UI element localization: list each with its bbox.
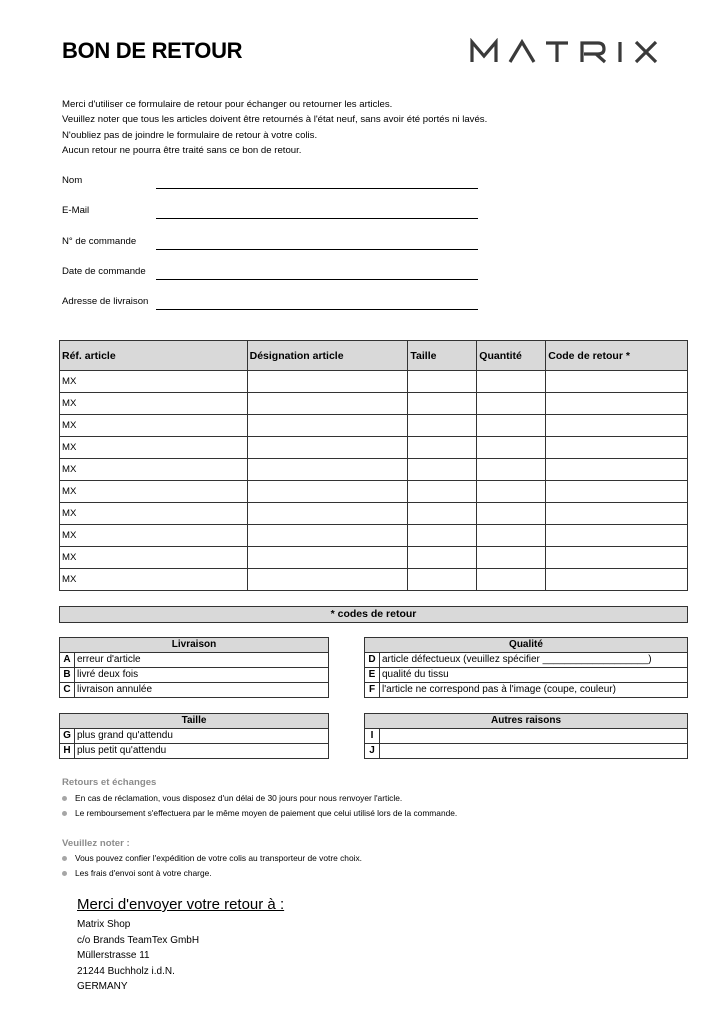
email-input-line[interactable]	[156, 218, 478, 219]
intro-line: N'oubliez pas de joindre le formulaire de retour à votre colis.	[62, 129, 318, 141]
ref-cell[interactable]: MX	[60, 525, 248, 547]
code-text[interactable]	[380, 729, 688, 744]
designation-cell[interactable]	[247, 569, 408, 591]
code-row	[365, 683, 688, 698]
code-cell[interactable]	[546, 525, 688, 547]
quantite-cell[interactable]	[477, 371, 546, 393]
send-title: Merci d'envoyer votre retour à :	[77, 896, 285, 913]
intro-line: Aucun retour ne pourra être traité sans ce bon de retour.	[62, 145, 302, 157]
field-label-adresse: Adresse de livraison	[62, 296, 149, 307]
code-cell[interactable]	[546, 371, 688, 393]
table-row	[60, 547, 688, 569]
quantite-cell[interactable]	[477, 437, 546, 459]
table-row	[60, 415, 688, 437]
bullet-icon	[62, 871, 67, 876]
code-letter: J	[365, 744, 380, 759]
autres-title: Autres raisons	[365, 714, 688, 729]
ref-cell[interactable]: MX	[60, 437, 248, 459]
order-number-input-line[interactable]	[156, 249, 478, 250]
taille-cell[interactable]	[408, 569, 477, 591]
code-letter: B	[60, 668, 75, 683]
address-line: Matrix Shop	[77, 919, 131, 930]
retours-title: Retours et échanges	[62, 777, 157, 788]
designation-cell[interactable]	[247, 481, 408, 503]
return-address	[77, 917, 199, 995]
ref-cell[interactable]: MX	[60, 371, 248, 393]
code-row	[365, 744, 688, 759]
table-row	[60, 437, 688, 459]
address-line: GERMANY	[77, 981, 128, 992]
table-row	[60, 503, 688, 525]
code-letter: I	[365, 729, 380, 744]
taille-cell[interactable]	[408, 437, 477, 459]
code-letter: A	[60, 653, 75, 668]
code-text: plus grand qu'attendu	[75, 729, 329, 744]
code-letter: C	[60, 683, 75, 698]
code-row	[365, 668, 688, 683]
code-cell[interactable]	[546, 437, 688, 459]
retours-bullet	[62, 793, 402, 803]
table-row	[60, 481, 688, 503]
ref-cell[interactable]: MX	[60, 503, 248, 525]
code-text[interactable]	[380, 744, 688, 759]
table-row	[60, 459, 688, 481]
header-designation: Désignation article	[247, 341, 408, 371]
table-row	[60, 393, 688, 415]
taille-cell[interactable]	[408, 525, 477, 547]
address-input-line[interactable]	[156, 309, 478, 310]
designation-cell[interactable]	[247, 415, 408, 437]
quantite-cell[interactable]	[477, 569, 546, 591]
livraison-codes-table	[59, 637, 329, 698]
designation-cell[interactable]	[247, 547, 408, 569]
retours-bullet	[62, 808, 457, 818]
taille-cell[interactable]	[408, 481, 477, 503]
items-table	[59, 340, 688, 591]
codes-title-bar: * codes de retour	[59, 606, 688, 623]
quantite-cell[interactable]	[477, 481, 546, 503]
designation-cell[interactable]	[247, 437, 408, 459]
taille-cell[interactable]	[408, 459, 477, 481]
bullet-text: Le remboursement s'effectuera par le même moyen de paiement que celui utilisé lors de la commande.	[75, 808, 458, 818]
header-taille: Taille	[408, 341, 477, 371]
quantite-cell[interactable]	[477, 393, 546, 415]
code-text: plus petit qu'attendu	[75, 744, 329, 759]
code-cell[interactable]	[546, 503, 688, 525]
qualite-codes-table	[364, 637, 688, 698]
code-row	[60, 729, 329, 744]
code-row	[60, 668, 329, 683]
autres-codes-table	[364, 713, 688, 759]
bullet-icon	[62, 796, 67, 801]
taille-codes-table	[59, 713, 329, 759]
code-cell[interactable]	[546, 547, 688, 569]
code-cell[interactable]	[546, 459, 688, 481]
table-row	[60, 525, 688, 547]
address-line: Müllerstrasse 11	[77, 950, 150, 961]
taille-cell[interactable]	[408, 547, 477, 569]
qualite-title: Qualité	[365, 638, 688, 653]
table-row	[60, 569, 688, 591]
noter-bullet	[62, 853, 362, 863]
header-quantite: Quantité	[477, 341, 546, 371]
taille-cell[interactable]	[408, 415, 477, 437]
code-row	[365, 729, 688, 744]
code-text: livraison annulée	[75, 683, 329, 698]
code-row	[60, 744, 329, 759]
designation-cell[interactable]	[247, 503, 408, 525]
noter-title: Veuillez noter :	[62, 838, 130, 849]
bullet-text: Vous pouvez confier l'expédition de votre colis au transporteur de votre choix.	[75, 853, 362, 863]
intro-line: Veuillez noter que tous les articles doivent être retournés à l'état neuf, sans avoir été portés ni lavés.	[62, 114, 488, 126]
code-letter: E	[365, 668, 380, 683]
code-row	[60, 653, 329, 668]
quantite-cell[interactable]	[477, 547, 546, 569]
designation-cell[interactable]	[247, 393, 408, 415]
nom-input-line[interactable]	[156, 188, 478, 189]
designation-cell[interactable]	[247, 371, 408, 393]
field-label-nom: Nom	[62, 175, 83, 186]
code-cell[interactable]	[546, 481, 688, 503]
code-row	[60, 683, 329, 698]
taille-cell[interactable]	[408, 503, 477, 525]
livraison-title: Livraison	[60, 638, 329, 653]
code-text: livré deux fois	[75, 668, 329, 683]
code-text: qualité du tissu	[380, 668, 688, 683]
code-text: article défectueux (veuillez spécifier ___________________)	[380, 653, 688, 668]
taille-cell[interactable]	[408, 393, 477, 415]
address-line: 21244 Buchholz i.d.N.	[77, 965, 175, 977]
code-letter: G	[60, 729, 75, 744]
code-letter: H	[60, 744, 75, 759]
ref-cell[interactable]: MX	[60, 393, 248, 415]
table-row	[60, 371, 688, 393]
intro-line: Merci d'utiliser ce formulaire de retour pour échanger ou retourner les articles.	[62, 99, 393, 110]
code-text: l'article ne correspond pas à l'image (coupe, couleur)	[380, 683, 688, 698]
bullet-icon	[62, 856, 67, 861]
taille-cell[interactable]	[408, 371, 477, 393]
designation-cell[interactable]	[247, 525, 408, 547]
ref-cell[interactable]: MX	[60, 415, 248, 437]
intro-text	[62, 97, 487, 159]
noter-bullet	[62, 868, 212, 878]
code-text: erreur d'article	[75, 653, 329, 668]
code-letter: D	[365, 653, 380, 668]
field-label-email: E-Mail	[62, 205, 90, 216]
quantite-cell[interactable]	[477, 459, 546, 481]
address-line: c/o Brands TeamTex GmbH	[77, 934, 200, 946]
code-cell[interactable]	[546, 569, 688, 591]
bullet-text: Les frais d'envoi sont à votre charge.	[75, 868, 212, 878]
quantite-cell[interactable]	[477, 525, 546, 547]
taille-title: Taille	[60, 714, 329, 729]
field-label-date: Date de commande	[62, 266, 146, 277]
items-header-row	[60, 341, 688, 371]
code-letter: F	[365, 683, 380, 698]
ref-cell[interactable]: MX	[60, 459, 248, 481]
code-cell[interactable]	[546, 393, 688, 415]
ref-cell[interactable]: MX	[60, 569, 248, 591]
code-row	[365, 653, 688, 668]
ref-cell[interactable]: MX	[60, 481, 248, 503]
ref-cell[interactable]: MX	[60, 547, 248, 569]
order-date-input-line[interactable]	[156, 279, 478, 280]
quantite-cell[interactable]	[477, 415, 546, 437]
bullet-icon	[62, 811, 67, 816]
header-code: Code de retour *	[546, 341, 688, 371]
header-ref: Réf. article	[60, 341, 248, 371]
matrix-logo	[470, 38, 680, 64]
bullet-text: En cas de réclamation, vous disposez d'un délai de 30 jours pour nous renvoyer l'article.	[75, 793, 403, 803]
designation-cell[interactable]	[247, 459, 408, 481]
quantite-cell[interactable]	[477, 503, 546, 525]
page-title: BON DE RETOUR	[62, 38, 243, 63]
field-label-commande: N° de commande	[62, 236, 137, 247]
code-cell[interactable]	[546, 415, 688, 437]
